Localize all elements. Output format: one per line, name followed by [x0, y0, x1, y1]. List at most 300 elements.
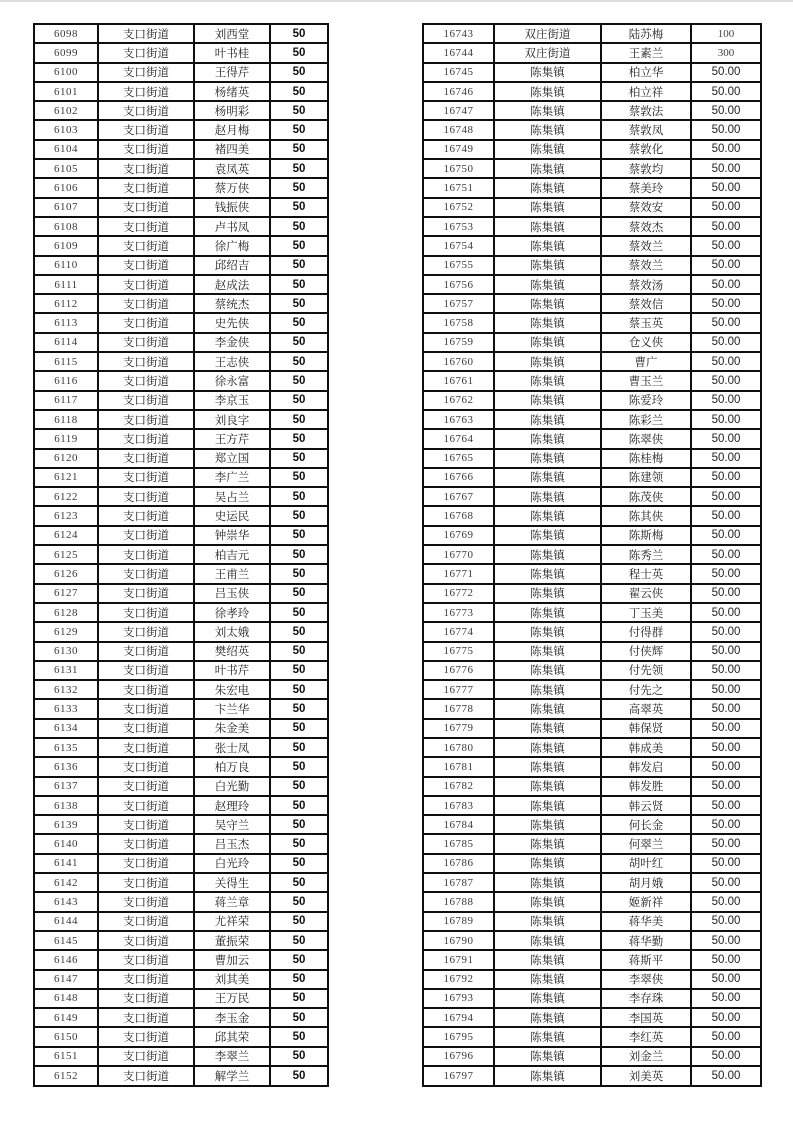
district-cell: 陈集镇	[494, 564, 601, 583]
district-cell: 支口街道	[98, 738, 194, 757]
id-cell: 6142	[34, 873, 98, 892]
district-cell: 陈集镇	[494, 603, 601, 622]
name-cell: 柏立祥	[601, 82, 691, 101]
id-cell: 16755	[423, 256, 494, 275]
amount-cell: 50	[270, 487, 328, 506]
id-cell: 16796	[423, 1047, 494, 1066]
id-cell: 16772	[423, 584, 494, 603]
district-cell: 陈集镇	[494, 757, 601, 776]
amount-cell: 50.00	[691, 429, 761, 448]
id-cell: 6121	[34, 468, 98, 487]
id-cell: 16779	[423, 719, 494, 738]
amount-cell: 50	[270, 120, 328, 139]
district-cell: 支口街道	[98, 1066, 194, 1086]
id-cell: 16774	[423, 622, 494, 641]
district-cell: 支口街道	[98, 63, 194, 82]
district-cell: 陈集镇	[494, 642, 601, 661]
district-cell: 陈集镇	[494, 622, 601, 641]
amount-cell: 50	[270, 101, 328, 120]
name-cell: 李红英	[601, 1027, 691, 1046]
amount-cell: 50.00	[691, 294, 761, 313]
table-row	[34, 43, 328, 62]
id-cell: 6124	[34, 526, 98, 545]
table-row	[34, 1008, 328, 1027]
id-cell: 6150	[34, 1027, 98, 1046]
name-cell: 韩云贤	[601, 796, 691, 815]
table-row	[34, 1047, 328, 1066]
name-cell: 史先侠	[194, 313, 270, 332]
amount-cell: 50	[270, 564, 328, 583]
district-cell: 支口街道	[98, 410, 194, 429]
table-row	[34, 738, 328, 757]
table-row	[34, 82, 328, 101]
name-cell: 吕玉杰	[194, 834, 270, 853]
name-cell: 朱金美	[194, 719, 270, 738]
name-cell: 李玉金	[194, 1008, 270, 1027]
district-cell: 支口街道	[98, 43, 194, 62]
table-row	[34, 834, 328, 853]
id-cell: 6110	[34, 256, 98, 275]
id-cell: 16754	[423, 236, 494, 255]
id-cell: 6098	[34, 24, 98, 43]
amount-cell: 50.00	[691, 622, 761, 641]
district-cell: 陈集镇	[494, 178, 601, 197]
district-cell: 支口街道	[98, 526, 194, 545]
scan-edge-line	[0, 0, 793, 2]
amount-cell: 50.00	[691, 642, 761, 661]
name-cell: 仓义侠	[601, 333, 691, 352]
district-cell: 支口街道	[98, 989, 194, 1008]
district-cell: 陈集镇	[494, 159, 601, 178]
name-cell: 王得芹	[194, 63, 270, 82]
id-cell: 6101	[34, 82, 98, 101]
amount-cell: 50.00	[691, 661, 761, 680]
district-cell: 支口街道	[98, 140, 194, 159]
table-row	[423, 236, 761, 255]
district-cell: 陈集镇	[494, 294, 601, 313]
id-cell: 6131	[34, 661, 98, 680]
name-cell: 丁玉美	[601, 603, 691, 622]
table-row	[423, 487, 761, 506]
table-row	[34, 642, 328, 661]
district-cell: 支口街道	[98, 256, 194, 275]
table-row	[423, 719, 761, 738]
name-cell: 蔡效汤	[601, 275, 691, 294]
district-cell: 支口街道	[98, 796, 194, 815]
district-cell: 双庄街道	[494, 24, 601, 43]
district-cell: 陈集镇	[494, 371, 601, 390]
table-row	[423, 873, 761, 892]
amount-cell: 50	[270, 159, 328, 178]
table-row	[423, 217, 761, 236]
id-cell: 16759	[423, 333, 494, 352]
id-cell: 16747	[423, 101, 494, 120]
amount-cell: 50	[270, 989, 328, 1008]
table-row	[34, 236, 328, 255]
id-cell: 16787	[423, 873, 494, 892]
table-row	[423, 120, 761, 139]
district-cell: 支口街道	[98, 661, 194, 680]
name-cell: 程士英	[601, 564, 691, 583]
district-cell: 支口街道	[98, 1027, 194, 1046]
name-cell: 赵理玲	[194, 796, 270, 815]
name-cell: 蔡效杰	[601, 217, 691, 236]
id-cell: 6111	[34, 275, 98, 294]
district-cell: 陈集镇	[494, 796, 601, 815]
table-row	[423, 815, 761, 834]
table-row	[34, 796, 328, 815]
name-cell: 白光勤	[194, 777, 270, 796]
district-cell: 陈集镇	[494, 526, 601, 545]
name-cell: 韩发胜	[601, 777, 691, 796]
name-cell: 陈建领	[601, 468, 691, 487]
table-row	[34, 699, 328, 718]
table-row	[423, 970, 761, 989]
id-cell: 6107	[34, 198, 98, 217]
table-row	[423, 256, 761, 275]
name-cell: 陈斯梅	[601, 526, 691, 545]
district-cell: 陈集镇	[494, 1047, 601, 1066]
name-cell: 高翠英	[601, 699, 691, 718]
district-cell: 陈集镇	[494, 198, 601, 217]
table-row	[423, 912, 761, 931]
amount-cell: 50	[270, 854, 328, 873]
amount-cell: 50.00	[691, 333, 761, 352]
table-row	[34, 815, 328, 834]
amount-cell: 50.00	[691, 970, 761, 989]
district-cell: 支口街道	[98, 178, 194, 197]
table-row	[34, 487, 328, 506]
amount-cell: 50	[270, 294, 328, 313]
district-cell: 陈集镇	[494, 120, 601, 139]
table-row	[34, 371, 328, 390]
id-cell: 6130	[34, 642, 98, 661]
amount-cell: 50	[270, 352, 328, 371]
name-cell: 韩成美	[601, 738, 691, 757]
table-row	[34, 294, 328, 313]
table-row	[423, 468, 761, 487]
amount-cell: 50	[270, 912, 328, 931]
amount-cell: 100	[691, 24, 761, 43]
id-cell: 16783	[423, 796, 494, 815]
id-cell: 16790	[423, 931, 494, 950]
amount-cell: 50	[270, 198, 328, 217]
table-row	[423, 757, 761, 776]
amount-cell: 50	[270, 1066, 328, 1086]
table-row	[423, 24, 761, 43]
name-cell: 李金侠	[194, 333, 270, 352]
amount-cell: 50	[270, 468, 328, 487]
name-cell: 蔡敦均	[601, 159, 691, 178]
table-row	[423, 796, 761, 815]
district-cell: 陈集镇	[494, 661, 601, 680]
district-cell: 支口街道	[98, 236, 194, 255]
amount-cell: 50.00	[691, 912, 761, 931]
name-cell: 蔡统杰	[194, 294, 270, 313]
amount-cell: 50	[270, 236, 328, 255]
table-row	[34, 719, 328, 738]
amount-cell: 50.00	[691, 584, 761, 603]
id-cell: 16762	[423, 391, 494, 410]
district-cell: 陈集镇	[494, 834, 601, 853]
amount-cell: 50	[270, 815, 328, 834]
table-row	[34, 912, 328, 931]
district-cell: 陈集镇	[494, 1008, 601, 1027]
amount-cell: 50.00	[691, 449, 761, 468]
id-cell: 16770	[423, 545, 494, 564]
district-cell: 支口街道	[98, 564, 194, 583]
district-cell: 陈集镇	[494, 892, 601, 911]
table-row	[423, 410, 761, 429]
district-cell: 陈集镇	[494, 506, 601, 525]
table-row	[34, 63, 328, 82]
id-cell: 16767	[423, 487, 494, 506]
amount-cell: 50	[270, 719, 328, 738]
table-row	[34, 178, 328, 197]
id-cell: 16794	[423, 1008, 494, 1027]
id-cell: 16795	[423, 1027, 494, 1046]
district-cell: 陈集镇	[494, 63, 601, 82]
id-cell: 6148	[34, 989, 98, 1008]
table-row	[34, 989, 328, 1008]
district-cell: 陈集镇	[494, 777, 601, 796]
district-cell: 支口街道	[98, 101, 194, 120]
amount-cell: 50.00	[691, 352, 761, 371]
district-cell: 陈集镇	[494, 873, 601, 892]
district-cell: 双庄街道	[494, 43, 601, 62]
table-row	[423, 391, 761, 410]
name-cell: 韩保贤	[601, 719, 691, 738]
id-cell: 6144	[34, 912, 98, 931]
id-cell: 16785	[423, 834, 494, 853]
table-row	[423, 1027, 761, 1046]
id-cell: 6106	[34, 178, 98, 197]
id-cell: 16756	[423, 275, 494, 294]
name-cell: 吴占兰	[194, 487, 270, 506]
table-row	[34, 468, 328, 487]
id-cell: 16793	[423, 989, 494, 1008]
id-cell: 16791	[423, 950, 494, 969]
name-cell: 陆苏梅	[601, 24, 691, 43]
id-cell: 6100	[34, 63, 98, 82]
table-row	[423, 950, 761, 969]
district-cell: 陈集镇	[494, 950, 601, 969]
district-cell: 支口街道	[98, 352, 194, 371]
name-cell: 刘美英	[601, 1066, 691, 1086]
amount-cell: 50	[270, 410, 328, 429]
amount-cell: 50.00	[691, 892, 761, 911]
amount-cell: 50.00	[691, 468, 761, 487]
table-row	[423, 545, 761, 564]
table-row	[34, 256, 328, 275]
district-cell: 陈集镇	[494, 82, 601, 101]
name-cell: 钟崇华	[194, 526, 270, 545]
amount-cell: 50.00	[691, 796, 761, 815]
table-row	[34, 101, 328, 120]
district-cell: 陈集镇	[494, 217, 601, 236]
id-cell: 6103	[34, 120, 98, 139]
table-row	[34, 680, 328, 699]
table-row	[34, 584, 328, 603]
district-cell: 支口街道	[98, 719, 194, 738]
id-cell: 16771	[423, 564, 494, 583]
id-cell: 6139	[34, 815, 98, 834]
district-cell: 支口街道	[98, 854, 194, 873]
table-row	[34, 873, 328, 892]
district-cell: 支口街道	[98, 313, 194, 332]
district-cell: 支口街道	[98, 198, 194, 217]
name-cell: 陈翠侠	[601, 429, 691, 448]
id-cell: 6099	[34, 43, 98, 62]
amount-cell: 50.00	[691, 410, 761, 429]
district-cell: 支口街道	[98, 487, 194, 506]
district-cell: 支口街道	[98, 834, 194, 853]
amount-cell: 50.00	[691, 371, 761, 390]
id-cell: 6117	[34, 391, 98, 410]
table-row	[423, 1066, 761, 1086]
name-cell: 樊绍英	[194, 642, 270, 661]
district-cell: 陈集镇	[494, 410, 601, 429]
name-cell: 何长金	[601, 815, 691, 834]
table-row	[34, 950, 328, 969]
district-cell: 支口街道	[98, 217, 194, 236]
name-cell: 曹加云	[194, 950, 270, 969]
name-cell: 关得生	[194, 873, 270, 892]
amount-cell: 50	[270, 680, 328, 699]
amount-cell: 50.00	[691, 950, 761, 969]
id-cell: 6102	[34, 101, 98, 120]
amount-cell: 50	[270, 256, 328, 275]
amount-cell: 50.00	[691, 719, 761, 738]
table-row	[423, 1008, 761, 1027]
name-cell: 胡月娥	[601, 873, 691, 892]
name-cell: 柏立华	[601, 63, 691, 82]
table-row	[423, 198, 761, 217]
table-row	[34, 1066, 328, 1086]
district-cell: 支口街道	[98, 757, 194, 776]
district-cell: 陈集镇	[494, 815, 601, 834]
name-cell: 蔡效安	[601, 198, 691, 217]
amount-cell: 50	[270, 950, 328, 969]
id-cell: 16777	[423, 680, 494, 699]
id-cell: 6145	[34, 931, 98, 950]
district-cell: 支口街道	[98, 506, 194, 525]
amount-cell: 50.00	[691, 834, 761, 853]
amount-cell: 50.00	[691, 854, 761, 873]
amount-cell: 50.00	[691, 101, 761, 120]
table-row	[423, 159, 761, 178]
amount-cell: 50.00	[691, 217, 761, 236]
id-cell: 16766	[423, 468, 494, 487]
table-row	[423, 82, 761, 101]
table-row	[423, 699, 761, 718]
table-row	[423, 642, 761, 661]
name-cell: 蔡万侠	[194, 178, 270, 197]
table-row	[423, 680, 761, 699]
id-cell: 16786	[423, 854, 494, 873]
name-cell: 柏万良	[194, 757, 270, 776]
name-cell: 叶书桂	[194, 43, 270, 62]
id-cell: 16768	[423, 506, 494, 525]
name-cell: 韩发启	[601, 757, 691, 776]
name-cell: 卢书凤	[194, 217, 270, 236]
amount-cell: 50.00	[691, 1008, 761, 1027]
name-cell: 蒋华美	[601, 912, 691, 931]
id-cell: 16749	[423, 140, 494, 159]
amount-cell: 50	[270, 506, 328, 525]
amount-cell: 50.00	[691, 680, 761, 699]
table-row	[423, 603, 761, 622]
amount-cell: 50.00	[691, 256, 761, 275]
name-cell: 杨绪英	[194, 82, 270, 101]
id-cell: 6134	[34, 719, 98, 738]
table-row	[34, 757, 328, 776]
table-row	[423, 661, 761, 680]
name-cell: 蒋兰章	[194, 892, 270, 911]
district-cell: 陈集镇	[494, 140, 601, 159]
name-cell: 刘金兰	[601, 1047, 691, 1066]
roster-table-right	[422, 23, 762, 1087]
name-cell: 付侠辉	[601, 642, 691, 661]
amount-cell: 50	[270, 642, 328, 661]
district-cell: 陈集镇	[494, 275, 601, 294]
name-cell: 董振荣	[194, 931, 270, 950]
id-cell: 6113	[34, 313, 98, 332]
roster-table-left	[33, 23, 329, 1087]
district-cell: 支口街道	[98, 699, 194, 718]
district-cell: 陈集镇	[494, 989, 601, 1008]
amount-cell: 50.00	[691, 603, 761, 622]
amount-cell: 50.00	[691, 526, 761, 545]
district-cell: 陈集镇	[494, 101, 601, 120]
amount-cell: 300	[691, 43, 761, 62]
district-cell: 支口街道	[98, 24, 194, 43]
id-cell: 6105	[34, 159, 98, 178]
id-cell: 6143	[34, 892, 98, 911]
name-cell: 胡叶红	[601, 854, 691, 873]
amount-cell: 50.00	[691, 545, 761, 564]
district-cell: 支口街道	[98, 429, 194, 448]
name-cell: 郑立国	[194, 449, 270, 468]
district-cell: 陈集镇	[494, 719, 601, 738]
table-row	[34, 391, 328, 410]
amount-cell: 50	[270, 526, 328, 545]
id-cell: 6146	[34, 950, 98, 969]
amount-cell: 50	[270, 545, 328, 564]
id-cell: 6151	[34, 1047, 98, 1066]
table-row	[34, 449, 328, 468]
id-cell: 16757	[423, 294, 494, 313]
id-cell: 16782	[423, 777, 494, 796]
name-cell: 吴守兰	[194, 815, 270, 834]
district-cell: 支口街道	[98, 371, 194, 390]
id-cell: 6108	[34, 217, 98, 236]
table-row	[34, 275, 328, 294]
id-cell: 16746	[423, 82, 494, 101]
id-cell: 6149	[34, 1008, 98, 1027]
district-cell: 支口街道	[98, 294, 194, 313]
id-cell: 16745	[423, 63, 494, 82]
district-cell: 支口街道	[98, 449, 194, 468]
name-cell: 王志侠	[194, 352, 270, 371]
table-row	[423, 834, 761, 853]
table-row	[423, 777, 761, 796]
id-cell: 6119	[34, 429, 98, 448]
name-cell: 王方芹	[194, 429, 270, 448]
name-cell: 赵月梅	[194, 120, 270, 139]
table-row	[423, 140, 761, 159]
table-row	[34, 24, 328, 43]
